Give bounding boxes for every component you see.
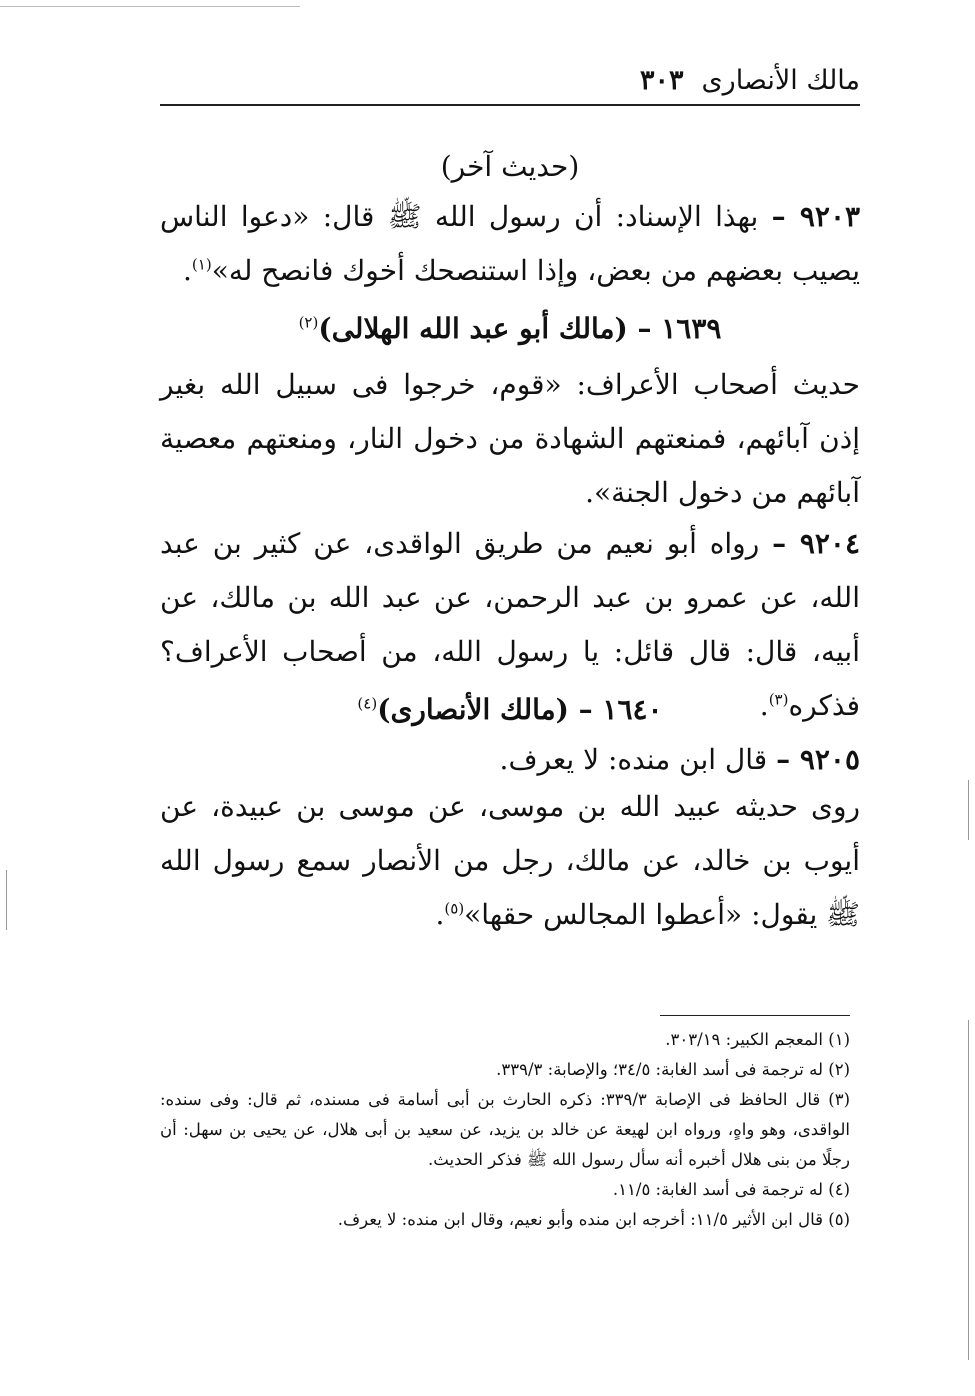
scan-artifact-edge [6, 870, 7, 930]
footnote-ref: (١) [191, 255, 212, 274]
hadith-number: ٩٢٠٤ – [772, 527, 860, 560]
footnote: (٢) له ترجمة فى أسد الغابة: ٣٤/٥؛ والإصابة: ٣٣٩/٣. [496, 1060, 850, 1079]
footnote: (٤) له ترجمة فى أسد الغابة: ١١/٥. [612, 1180, 850, 1199]
scan-artifact-edge [968, 1020, 969, 1360]
heading-text: ١٦٣٩ – (مالك أبو عبد الله الهلالى) [318, 312, 722, 345]
section-heading [160, 140, 860, 194]
footnote-ref: (٢) [298, 313, 319, 332]
hadith-paragraph: روى حديثه عبيد الله بن موسى، عن موسى بن عبيدة، عن أيوب بن خالد، عن مالك، رجل من الأنصار سمع رسول الله ﷺ يقول: «أعطوا المجالس حقها»$^{(٥)}$. [160, 790, 860, 931]
footnote: (٥) قال ابن الأثير ١١/٥: أخرجه ابن منده وأبو نعيم، وقال ابن منده: لا يعرف. [337, 1210, 850, 1229]
hadith-paragraph: ٩٢٠٤ – رواه أبو نعيم من طريق الواقدى، عن كثير بن عبد الله، عن عمرو بن عبد الرحمن، عن عبد الله بن مالك، عن أبيه، قال: قال قائل: يا رسول الله، من أصحاب الأعراف؟ فذكره$^{(٣)}$. [160, 527, 860, 722]
biography-heading [160, 302, 860, 356]
footnotes [160, 1025, 850, 1235]
hadith-text: قال ابن منده: لا يعرف. [499, 743, 768, 776]
hadith-number: ٩٢٠٣ – [771, 200, 861, 233]
hadith-text: بهذا الإسناد: أن رسول الله ﷺ قال: «دعوا الناس يصيب بعضهم من بعض، وإذا استنصحك أخوك فانصح له» [160, 200, 860, 287]
heading-text: ١٦٤٠ – (مالك الأنصارى) [377, 693, 663, 726]
hadith-paragraph [160, 733, 860, 787]
footnote-rule [660, 1015, 850, 1016]
hadith-paragraph [160, 358, 860, 520]
heading-text: (حديث آخر) [440, 150, 580, 183]
footnote: (٣) قال الحافظ فى الإصابة ٣٣٩/٣: ذكره الحارث بن أبى أسامة فى مسنده، ثم قال: وفى سنده: الواقدى، وهو واهٍ، ورواه ابن لهيعة عن خالد بن يزيد، عن سعيد بن أبى هلال، عن يحيى بن سهل: أن رجلًا من بنى هلال أخبره أنه سأل رسول الله ﷺ فذكر الحديث. [160, 1090, 850, 1169]
hadith-paragraph: ٩٢٠٣ – بهذا الإسناد: أن رسول الله ﷺ قال: «دعوا الناس يصيب بعضهم من بعض، وإذا استنصحك أخوك فانصح له»$^{(١)}$. [160, 200, 861, 287]
scan-artifact-edge [968, 780, 969, 840]
hadith-text: حديث أصحاب الأعراف: «قوم، خرجوا فى سبيل الله بغير إذن آبائهم، فمنعتهم الشهادة من دخول النار، ومنعتهم معصية آبائهم من دخول الجنة». [160, 368, 860, 509]
header-rule [160, 104, 860, 106]
page-number: ٣٠٣ [640, 64, 684, 96]
footnote-ref: (٥) [444, 899, 465, 918]
hadith-number: ٩٢٠٥ – [776, 743, 860, 776]
footnote-ref: (٤) [357, 694, 378, 713]
biography-heading [160, 683, 860, 737]
footnote: (١) المعجم الكبير: ٣٠٣/١٩. [665, 1030, 850, 1049]
scan-artifact-line [0, 6, 300, 7]
hadith-text: روى حديثه عبيد الله بن موسى، عن موسى بن عبيدة، عن أيوب بن خالد، عن مالك، رجل من الأنصار سمع رسول الله ﷺ يقول: «أعطوا المجالس حقها» [160, 790, 860, 931]
hadith-text: رواه أبو نعيم من طريق الواقدى، عن كثير بن عبد الله، عن عمرو بن عبد الرحمن، عن عبد الله بن مالك، عن أبيه، قال: قال قائل: يا رسول الله، من أصحاب الأعراف؟ فذكره [160, 527, 860, 722]
running-header [160, 60, 860, 100]
running-title: مالك الأنصارى [701, 64, 860, 96]
footnote-ref: (٣) [768, 690, 789, 709]
